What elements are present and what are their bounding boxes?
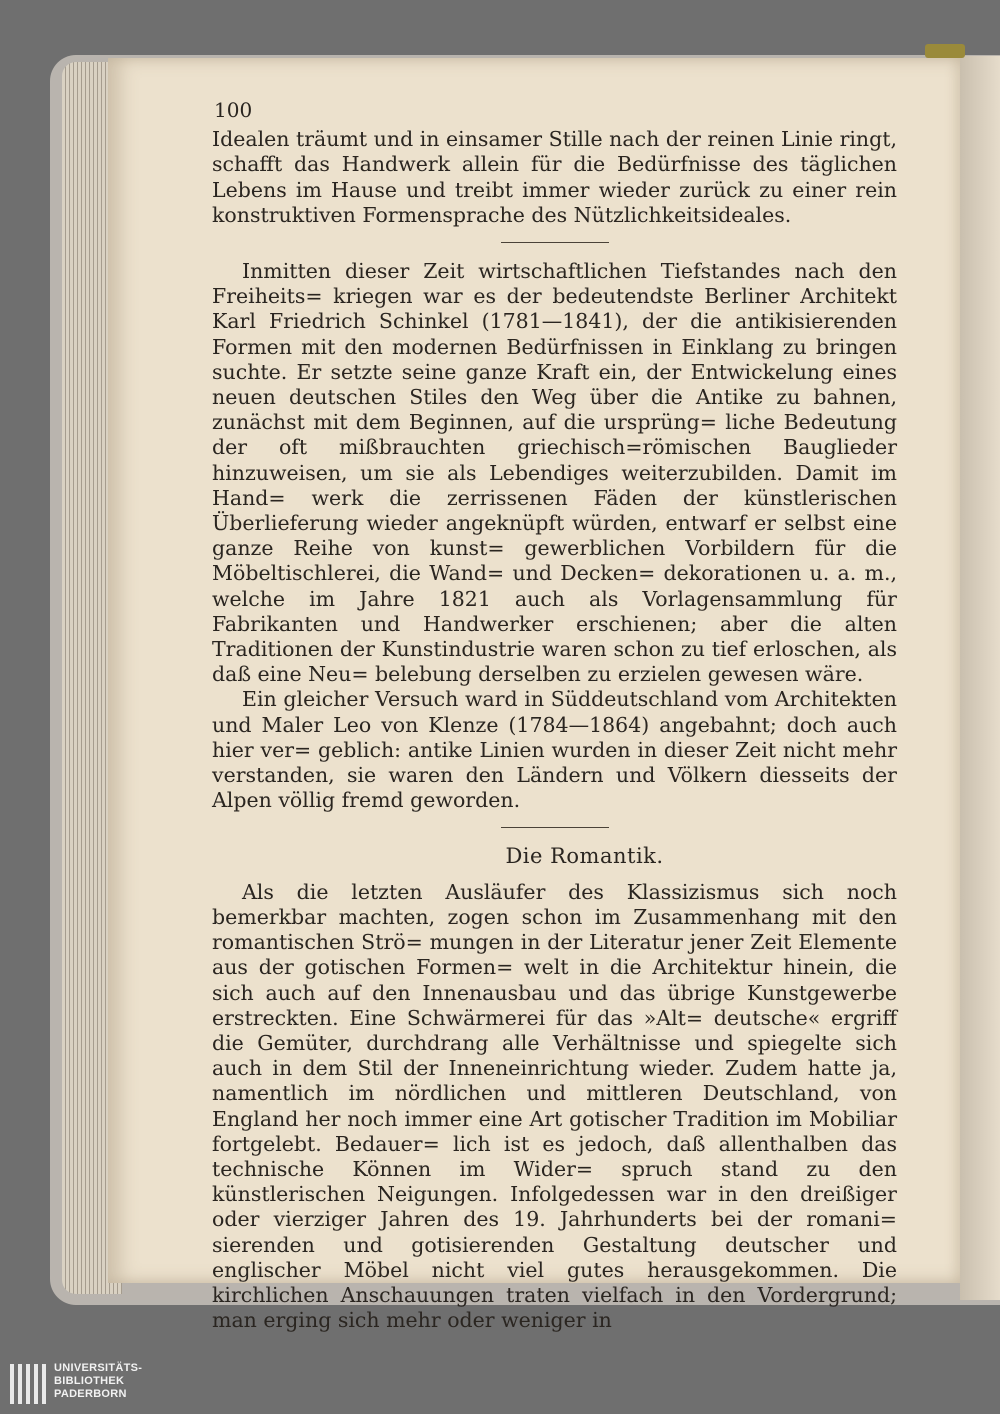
paragraph-3: Ein gleicher Versuch ward in Süddeutschland vom Architekten und Maler Leo von Klenze (1784—1864) angebahnt; doch auch hier ver= geblich: antike Linien wurden in dieser Zeit nicht mehr verstanden, sie waren den Ländern und Völkern diesseits der Alpen völlig fremd geworden. (212, 687, 897, 813)
paragraph-2: Inmitten dieser Zeit wirtschaftlichen Tiefstandes nach den Freiheits= kriegen war es der bedeutendste Berliner Architekt Karl Friedrich Schinkel (1781—1841), der die antikisierenden Formen mit den modernen Bedürfnissen in Einklang zu bringen suchte. Er setzte seine ganze Kraft ein, der Entwickelung eines neuen deutschen Stiles den Weg über die Antike zu bahnen, zunächst mit dem Beginnen, auf die ursprüng= liche Bedeutung der oft mißbrauchten griechisch=römischen Bauglieder hinzuweisen, um sie als Lebendiges weiterzubilden. Damit im Hand= werk die zerrissenen Fäden der künstlerischen Überlieferung wieder angeknüpft würden, entwarf er selbst eine ganze Reihe von kunst= gewerblichen Vorbildern für die Möbeltischlerei, die Wand= und Decken= dekorationen u. a. m., welche im Jahre 1821 auch als Vorlagensammlung für Fabrikanten und Handwerker erschienen; aber die alten Traditionen der Kunstindustrie waren schon zu tief erloschen, als daß eine Neu= belebung derselben zu erzielen gewesen wäre. (212, 259, 897, 687)
library-logo-icon (8, 1364, 48, 1404)
section-divider (501, 242, 609, 243)
logo-line-3: PADERBORN (54, 1388, 127, 1400)
logo-line-1: UNIVERSITÄTS- (54, 1362, 143, 1374)
logo-line-2: BIBLIOTHEK (54, 1375, 125, 1387)
section-heading: Die Romantik. (505, 844, 664, 869)
facing-page-edge (960, 56, 1000, 1300)
section-divider-2 (501, 827, 609, 828)
paragraph-4: Als die letzten Ausläufer des Klassizismus sich noch bemerkbar machten, zogen schon im Zusammenhang mit den romantischen Strö= mungen in der Literatur jener Zeit Elemente aus der gotischen Formen= welt in die Architektur hinein, die sich auch auf den Innenausbau und das übrige Kunstgewerbe erstreckten. Eine Schwärmerei für das »Alt= deutsche« ergriff die Gemüter, durchdrang alle Verhältnisse und spiegelte sich auch in dem Stil der Inneneinrichtung wieder. Zudem hatte ja, namentlich im nördlichen und mittleren Deutschland, von England her noch immer eine Art gotischer Tradition im Mobiliar fortgelebt. Bedauer= lich ist es jedoch, daß allenthalben das technische Können im Wider= spruch stand zu den künstlerischen Neigungen. Infolgedessen war in den dreißiger oder vierziger Jahren des 19. Jahrhunderts bei der romani= sierenden und gotisierenden Gestaltung deutscher und englischer Möbel nicht viel gutes herausgekommen. Die kirchlichen Anschauungen traten vielfach in den Vordergrund; man erging sich mehr oder weniger in (212, 879, 897, 1333)
library-logo (8, 1362, 208, 1410)
page-number: 100 (214, 98, 253, 122)
page-text (212, 98, 897, 1333)
paragraph-1: Idealen träumt und in einsamer Stille nach der reinen Linie ringt, schafft das Handwerk allein für die Bedürfnisse des täglichen Lebens im Hause und treibt immer wieder zurück zu einer rein konstruktiven Formensprache des Nützlichkeitsideales. (212, 127, 897, 227)
bookmark-ribbon (925, 44, 965, 58)
